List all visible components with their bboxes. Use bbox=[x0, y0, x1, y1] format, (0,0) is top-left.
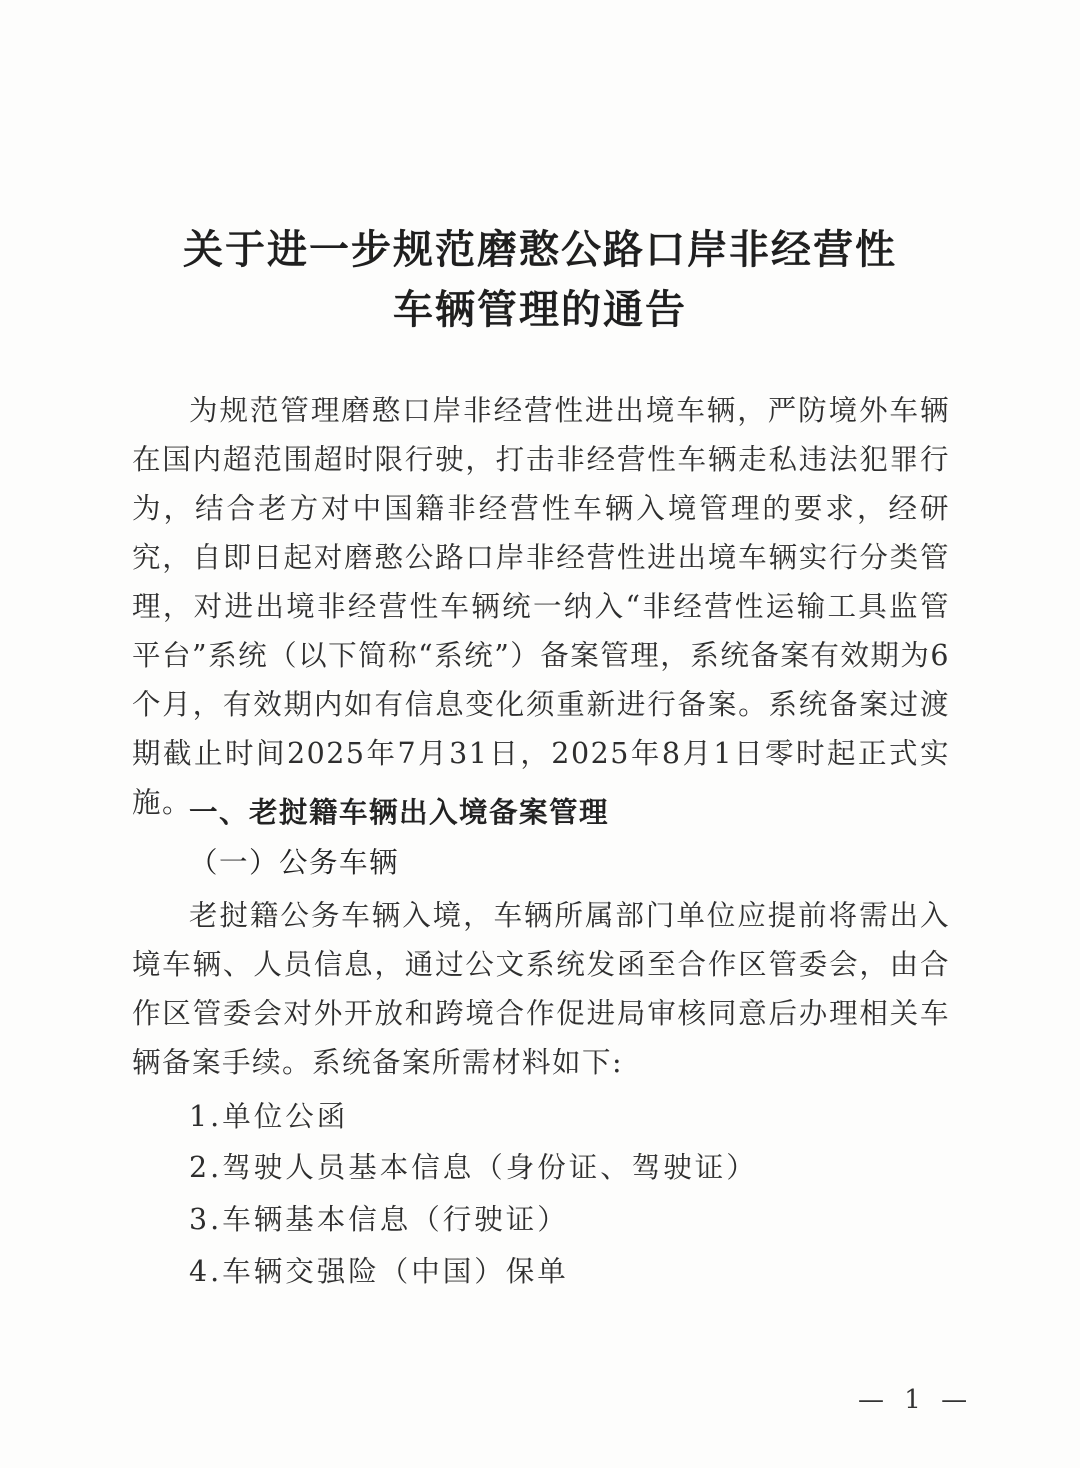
subsection-1-paragraph: 老挝籍公务车辆入境，车辆所属部门单位应提前将需出入境车辆、人员信息，通过公文系统发函至合作区管委会，由合作区管委会对外开放和跨境合作促进局审核同意后办理相关车辆备案手续。系统备案所需材料如下: bbox=[132, 899, 950, 1079]
material-item-3: 3.车辆基本信息（行驶证） bbox=[189, 1203, 569, 1236]
document-title-line-1: 关于进一步规范磨憨公路口岸非经营性 bbox=[183, 227, 897, 273]
page-number: — 1 — bbox=[858, 1385, 974, 1415]
document-title-line-2: 车辆管理的通告 bbox=[393, 287, 687, 333]
intro-paragraph: 为规范管理磨憨口岸非经营性进出境车辆，严防境外车辆在国内超范围超时限行驶，打击非经营性车辆走私违法犯罪行为，结合老方对中国籍非经营性车辆入境管理的要求，经研究，自即日起对磨憨公路口岸非经营性进出境车辆实行分类管理，对进出境非经营性车辆统一纳入“非经营性运输工具监管平台”系统（以下简称“系统”）备案管理，系统备案有效期为6个月，有效期内如有信息变化须重新进行备案。系统备案过渡期截止时间2025年7月31日，2025年8月1日零时起正式实施。 bbox=[132, 394, 950, 819]
section-1-heading: 一、老挝籍车辆出入境备案管理 bbox=[189, 796, 610, 829]
material-item-4: 4.车辆交强险（中国）保单 bbox=[189, 1255, 569, 1288]
material-item-1: 1.单位公函 bbox=[189, 1100, 349, 1133]
subsection-1-heading: （一）公务车辆 bbox=[189, 846, 400, 879]
material-item-2: 2.驾驶人员基本信息（身份证、驾驶证） bbox=[189, 1151, 758, 1184]
